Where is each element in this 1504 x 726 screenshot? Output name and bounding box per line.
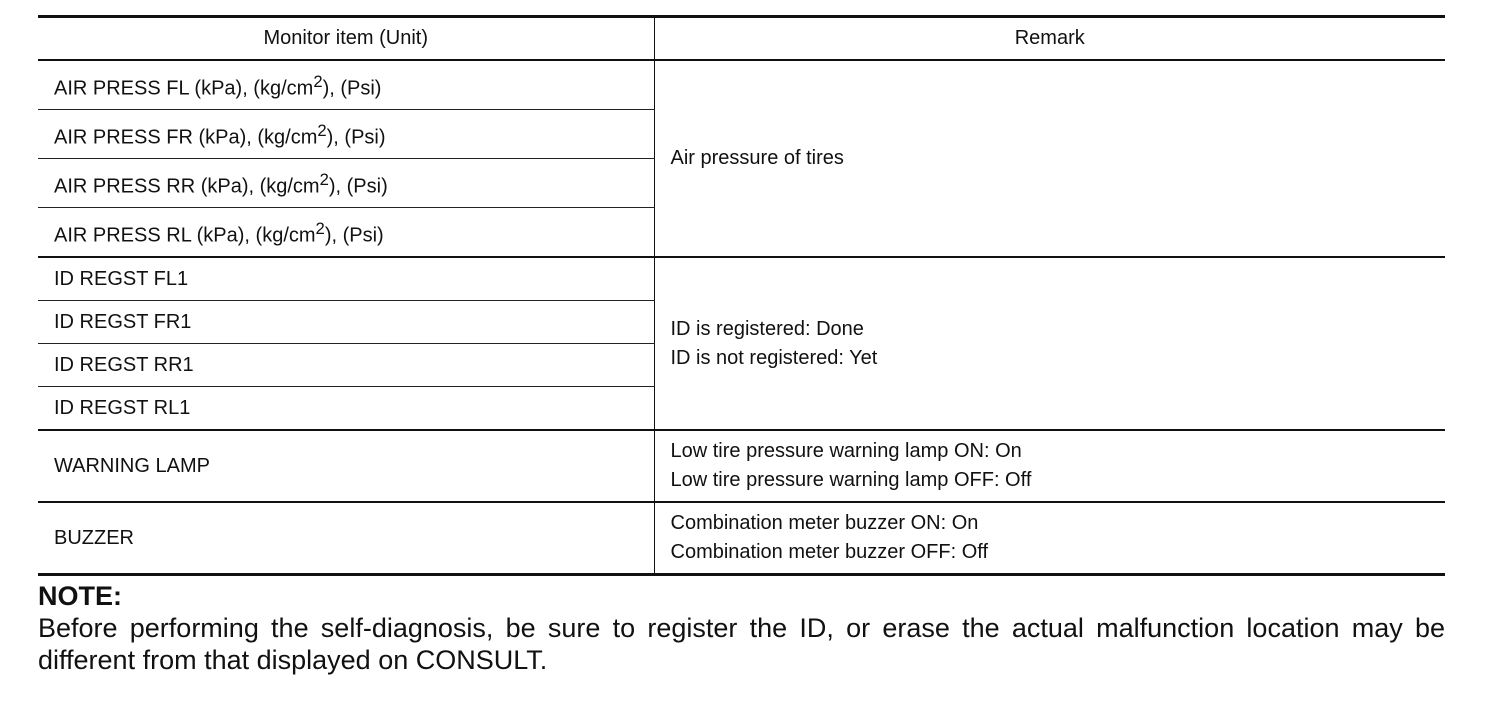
monitor-item-air-press-fl bbox=[38, 60, 654, 110]
remark-id-registration bbox=[654, 257, 1445, 430]
monitor-item-id-regst-fl1: ID REGST FL1 bbox=[38, 257, 654, 301]
unit-superscript: 2 bbox=[317, 120, 327, 140]
monitor-item-air-press-fr bbox=[38, 110, 654, 159]
unit-superscript: 2 bbox=[315, 218, 325, 238]
table-row bbox=[38, 430, 1445, 502]
item-text: AIR PRESS RR (kPa), (kg/cm bbox=[54, 175, 320, 198]
monitor-item-air-press-rr bbox=[38, 159, 654, 208]
remark-line: ID is registered: Done bbox=[670, 317, 864, 340]
remark-line: Low tire pressure warning lamp ON: On bbox=[670, 440, 1022, 462]
unit-superscript: 2 bbox=[313, 71, 323, 91]
remark-line: Combination meter buzzer OFF: Off bbox=[670, 541, 989, 563]
remark-buzzer bbox=[654, 502, 1445, 575]
table-header-row bbox=[38, 17, 1445, 61]
monitor-item-air-press-rl bbox=[38, 208, 654, 258]
item-text: ), (Psi) bbox=[322, 77, 382, 100]
item-text: ), (Psi) bbox=[328, 175, 388, 198]
note-text: Before performing the self-diagnosis, be sure to register the ID, or erase the actual malfunction location may be different from that displayed on CONSULT. bbox=[38, 613, 1445, 675]
monitor-item-id-regst-rr1: ID REGST RR1 bbox=[38, 344, 654, 387]
document-page bbox=[38, 15, 1445, 676]
note-title: NOTE: bbox=[38, 581, 122, 611]
item-text: ), (Psi) bbox=[324, 224, 384, 247]
monitor-item-warning-lamp: WARNING LAMP bbox=[38, 430, 654, 502]
table-row bbox=[38, 502, 1445, 575]
table-row bbox=[38, 257, 1445, 301]
header-remark: Remark bbox=[654, 17, 1445, 61]
unit-superscript: 2 bbox=[319, 169, 329, 189]
remark-air-pressure: Air pressure of tires bbox=[654, 60, 1445, 257]
remark-line: Low tire pressure warning lamp OFF: Off bbox=[670, 469, 1032, 491]
monitor-item-buzzer: BUZZER bbox=[38, 502, 654, 575]
item-text: ), (Psi) bbox=[326, 126, 386, 149]
remark-line: ID is not registered: Yet bbox=[670, 346, 878, 369]
table-row bbox=[38, 60, 1445, 110]
item-text: AIR PRESS RL (kPa), (kg/cm bbox=[54, 224, 316, 247]
monitor-item-table bbox=[38, 15, 1445, 576]
remark-warning-lamp bbox=[654, 430, 1445, 502]
monitor-item-id-regst-rl1: ID REGST RL1 bbox=[38, 387, 654, 431]
item-text: AIR PRESS FL (kPa), (kg/cm bbox=[54, 77, 314, 100]
monitor-item-id-regst-fr1: ID REGST FR1 bbox=[38, 301, 654, 344]
header-monitor-item: Monitor item (Unit) bbox=[38, 17, 654, 61]
item-text: AIR PRESS FR (kPa), (kg/cm bbox=[54, 126, 318, 149]
note-section bbox=[38, 580, 1445, 676]
remark-line: Combination meter buzzer ON: On bbox=[670, 512, 979, 534]
